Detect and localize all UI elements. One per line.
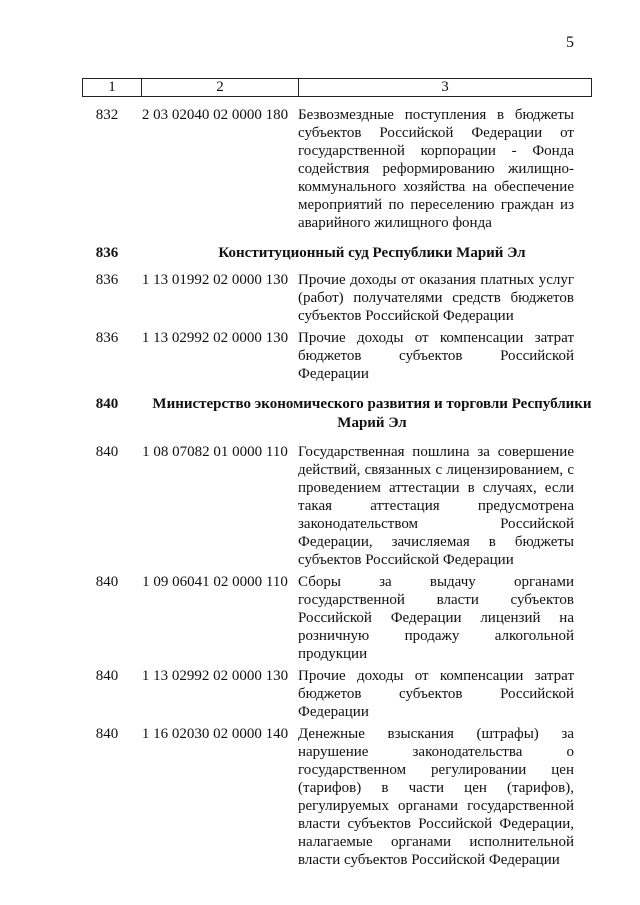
revenue-description: Прочие доходы от оказания платных услуг (работ) получателями средств бюджетов субъектов Российской Федерации bbox=[298, 272, 574, 324]
table-row bbox=[82, 271, 592, 325]
table-row bbox=[82, 106, 592, 232]
revenue-description: Безвозмездные поступления в бюджеты субъектов Российской Федерации от государственной корпорации - Фонда содействия реформированию жилищно-коммунального хозяйства на обеспечение мероприятий по переселению граждан из аварийного жилищного фонда bbox=[298, 107, 574, 231]
admin-code: 840 bbox=[95, 574, 119, 590]
revenue-code: 1 09 06041 02 0000 110 bbox=[142, 574, 288, 590]
section-heading bbox=[82, 395, 592, 433]
revenue-description: Прочие доходы от компенсации затрат бюджетов субъектов Российской Федерации bbox=[298, 668, 574, 720]
admin-code: 836 bbox=[95, 272, 119, 288]
table-row bbox=[82, 443, 592, 569]
section-title: Министерство экономического развития и торговли Республики Марий Эл bbox=[152, 396, 592, 431]
revenue-table-body bbox=[82, 106, 592, 869]
table-row bbox=[82, 725, 592, 869]
revenue-description: Денежные взыскания (штрафы) за нарушение законодательства о государственном регулировании цен (тарифов) в части цен (тарифов), регулируемых органами государственной власти субъектов Российской Федерации, налагаемые органами исполнительной власти субъектов Российской Федерации bbox=[298, 726, 574, 868]
revenue-description: Государственная пошлина за совершение действий, связанных с лицензированием, с проведением аттестации в случаях, если такая аттестация предусмотрена законодательством Российской Федерации, зачисляемая в бюджеты субъектов Российской Федерации bbox=[298, 444, 574, 568]
admin-code: 840 bbox=[95, 726, 119, 742]
column-header-1: 1 bbox=[83, 79, 142, 96]
revenue-description: Прочие доходы от компенсации затрат бюджетов субъектов Российской Федерации bbox=[298, 330, 574, 382]
revenue-code: 1 13 01992 02 0000 130 bbox=[141, 272, 289, 288]
table-row bbox=[82, 329, 592, 383]
revenue-code: 1 16 02030 02 0000 140 bbox=[141, 726, 289, 742]
section-heading bbox=[82, 244, 592, 263]
admin-code: 840 bbox=[95, 444, 119, 460]
admin-code: 832 bbox=[95, 107, 119, 123]
admin-code: 840 bbox=[95, 668, 119, 684]
table-row bbox=[82, 667, 592, 721]
page-number: 5 bbox=[566, 34, 574, 51]
column-header-3: 3 bbox=[441, 79, 449, 95]
revenue-code: 1 08 07082 01 0000 110 bbox=[142, 444, 288, 460]
admin-code: 836 bbox=[95, 330, 119, 346]
column-header-2: 2 bbox=[142, 79, 299, 96]
column-header-row bbox=[82, 78, 592, 97]
revenue-code: 1 13 02992 02 0000 130 bbox=[141, 330, 289, 346]
section-title: Конституционный суд Республики Марий Эл bbox=[218, 245, 526, 261]
revenue-description: Сборы за выдачу органами государственной власти субъектов Российской Федерации лицензий на розничную продажу алкогольной продукции bbox=[298, 574, 574, 662]
table-row bbox=[82, 573, 592, 663]
revenue-code: 1 13 02992 02 0000 130 bbox=[141, 668, 289, 684]
admin-code: 840 bbox=[95, 396, 119, 412]
revenue-code: 2 03 02040 02 0000 180 bbox=[141, 107, 289, 123]
admin-code: 836 bbox=[95, 245, 119, 261]
